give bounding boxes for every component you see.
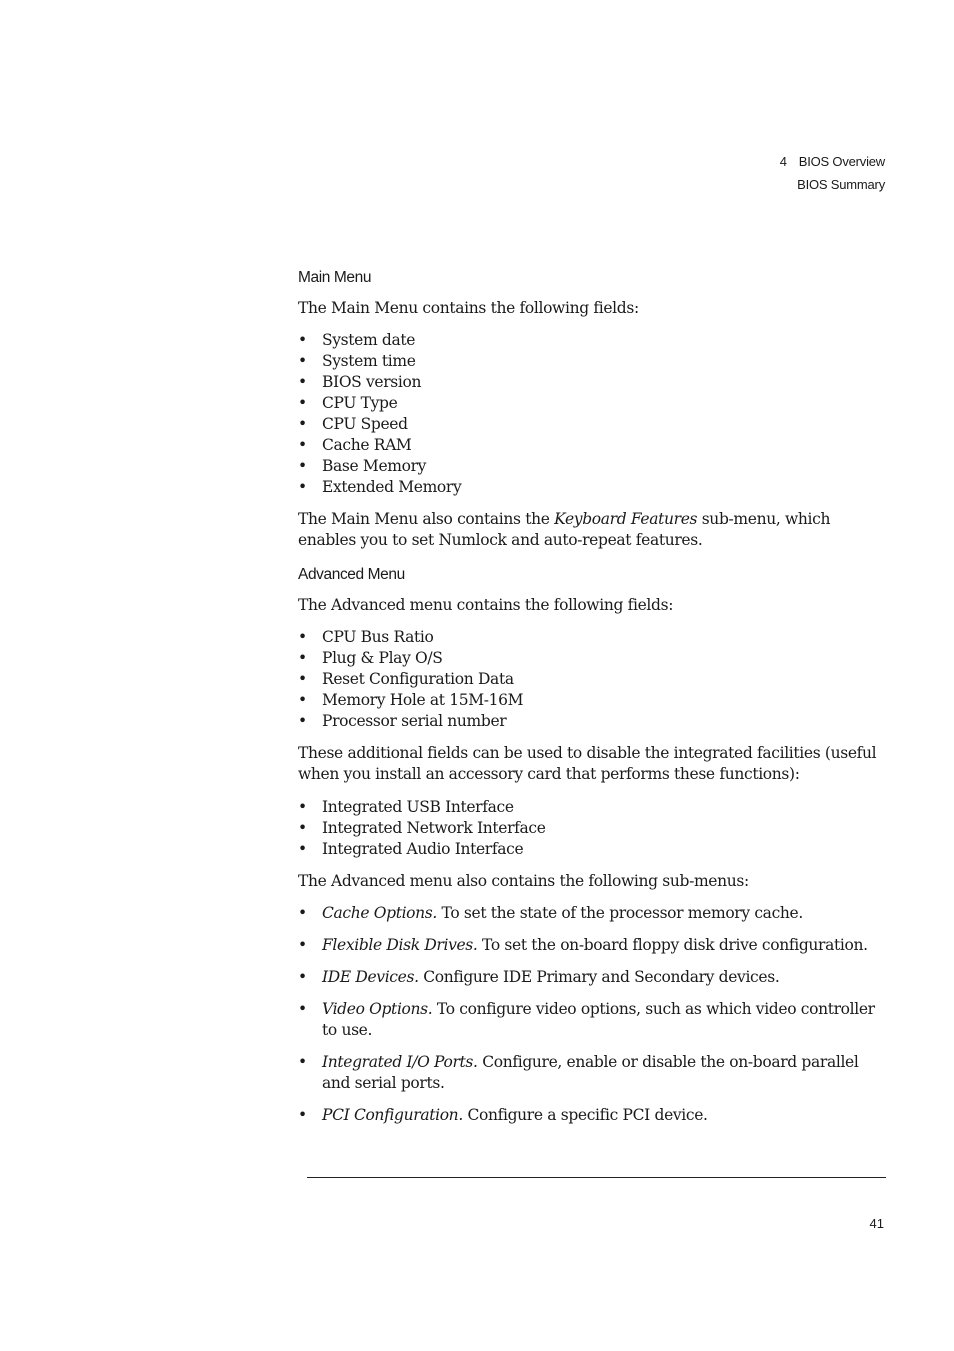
submenu-description: To set the state of the processor memory cache. <box>436 904 803 922</box>
advanced-menu-fields <box>298 627 888 732</box>
list-item <box>298 330 888 351</box>
submenu-description: To configure video options, such as which video controller to use. <box>322 1000 875 1039</box>
list-item-text: System time <box>322 352 416 370</box>
list-item-text: Plug & Play O/S <box>322 649 443 667</box>
list-item-text: Extended Memory <box>322 478 462 496</box>
list-item <box>298 797 888 818</box>
list-item-text: Integrated Audio Interface <box>322 840 524 858</box>
bullet-glyph: • <box>298 457 307 475</box>
list-item-text: CPU Bus Ratio <box>322 628 434 646</box>
chapter-line <box>780 150 885 173</box>
main-menu-fields <box>298 330 888 498</box>
submenu-name: Video Options. <box>322 1000 433 1018</box>
bullet-glyph: • <box>298 394 307 412</box>
bullet-glyph: • <box>298 436 307 454</box>
bullet-glyph: • <box>298 649 307 667</box>
bullet-glyph: • <box>298 1106 307 1124</box>
list-item-text: Cache RAM <box>322 436 412 454</box>
list-item <box>298 435 888 456</box>
list-item <box>298 690 888 711</box>
list-item-text: Integrated Network Interface <box>322 819 546 837</box>
submenu-item <box>298 999 888 1041</box>
bullet-glyph: • <box>298 331 307 349</box>
list-item <box>298 393 888 414</box>
list-item <box>298 839 888 860</box>
page-body <box>298 266 888 1137</box>
bullet-glyph: • <box>298 670 307 688</box>
bullet-glyph: • <box>298 904 307 922</box>
main-menu-note <box>298 509 888 551</box>
submenu-name: Flexible Disk Drives. <box>322 936 478 954</box>
list-item-text: Reset Configuration Data <box>322 670 514 688</box>
bullet-glyph: • <box>298 840 307 858</box>
section-title: BIOS Summary <box>797 177 885 192</box>
bullet-glyph: • <box>298 691 307 709</box>
list-item <box>298 669 888 690</box>
list-item <box>298 414 888 435</box>
submenu-name: IDE Devices. <box>322 968 419 986</box>
list-item <box>298 372 888 393</box>
bullet-glyph: • <box>298 798 307 816</box>
list-item-text: CPU Speed <box>322 415 408 433</box>
bullet-glyph: • <box>298 352 307 370</box>
bullet-glyph: • <box>298 819 307 837</box>
submenu-item <box>298 935 888 956</box>
footer-rule <box>307 1177 886 1178</box>
bullet-glyph: • <box>298 1000 307 1018</box>
list-item-text: System date <box>322 331 416 349</box>
list-item <box>298 477 888 498</box>
advanced-menu-intro: The Advanced menu contains the following fields: <box>298 596 674 614</box>
list-item-text: Base Memory <box>322 457 427 475</box>
list-item <box>298 711 888 732</box>
submenu-name: PCI Configuration. <box>322 1106 463 1124</box>
main-menu-note-after: sub-menu, which enables you to set Numlock and auto-repeat features. <box>298 510 831 549</box>
main-menu-heading: Main Menu <box>298 269 372 286</box>
list-item <box>298 818 888 839</box>
main-menu-note-before: The Main Menu also contains the <box>298 510 555 528</box>
submenu-description: Configure, enable or disable the on-board parallel and serial ports. <box>322 1053 859 1092</box>
chapter-number: 4 <box>779 154 787 169</box>
submenu-description: Configure a specific PCI device. <box>462 1106 708 1124</box>
bullet-glyph: • <box>298 968 307 986</box>
submenu-item <box>298 903 888 924</box>
list-item <box>298 627 888 648</box>
bullet-glyph: • <box>298 478 307 496</box>
list-item-text: CPU Type <box>322 394 398 412</box>
advanced-menu-heading: Advanced Menu <box>298 566 405 583</box>
submenu-item <box>298 1105 888 1126</box>
bullet-glyph: • <box>298 1053 307 1071</box>
bullet-glyph: • <box>298 373 307 391</box>
chapter-title: BIOS Overview <box>798 154 885 169</box>
list-item-text: BIOS version <box>322 373 422 391</box>
advanced-extra-fields <box>298 797 888 860</box>
submenu-name: Cache Options. <box>322 904 437 922</box>
submenu-description: To set the on-board floppy disk drive configuration. <box>477 936 868 954</box>
keyboard-features-term: Keyboard Features <box>554 510 698 528</box>
bullet-glyph: • <box>298 712 307 730</box>
advanced-extra-intro: These additional fields can be used to disable the integrated facilities (useful when you install an accessory card that performs these functions): <box>298 744 877 783</box>
page-number: 41 <box>869 1216 884 1231</box>
submenu-item <box>298 967 888 988</box>
list-item-text: Processor serial number <box>322 712 507 730</box>
running-header <box>780 150 885 196</box>
submenu-description: Configure IDE Primary and Secondary devices. <box>418 968 780 986</box>
list-item-text: Integrated USB Interface <box>322 798 514 816</box>
submenu-item <box>298 1052 888 1094</box>
submenu-name: Integrated I/O Ports. <box>322 1053 478 1071</box>
bullet-glyph: • <box>298 628 307 646</box>
bullet-glyph: • <box>298 936 307 954</box>
bullet-glyph: • <box>298 415 307 433</box>
list-item-text: Memory Hole at 15M-16M <box>322 691 524 709</box>
list-item <box>298 351 888 372</box>
list-item <box>298 456 888 477</box>
main-menu-intro: The Main Menu contains the following fields: <box>298 299 639 317</box>
advanced-submenus <box>298 903 888 1126</box>
advanced-submenus-intro: The Advanced menu also contains the following sub-menus: <box>298 872 749 890</box>
list-item <box>298 648 888 669</box>
